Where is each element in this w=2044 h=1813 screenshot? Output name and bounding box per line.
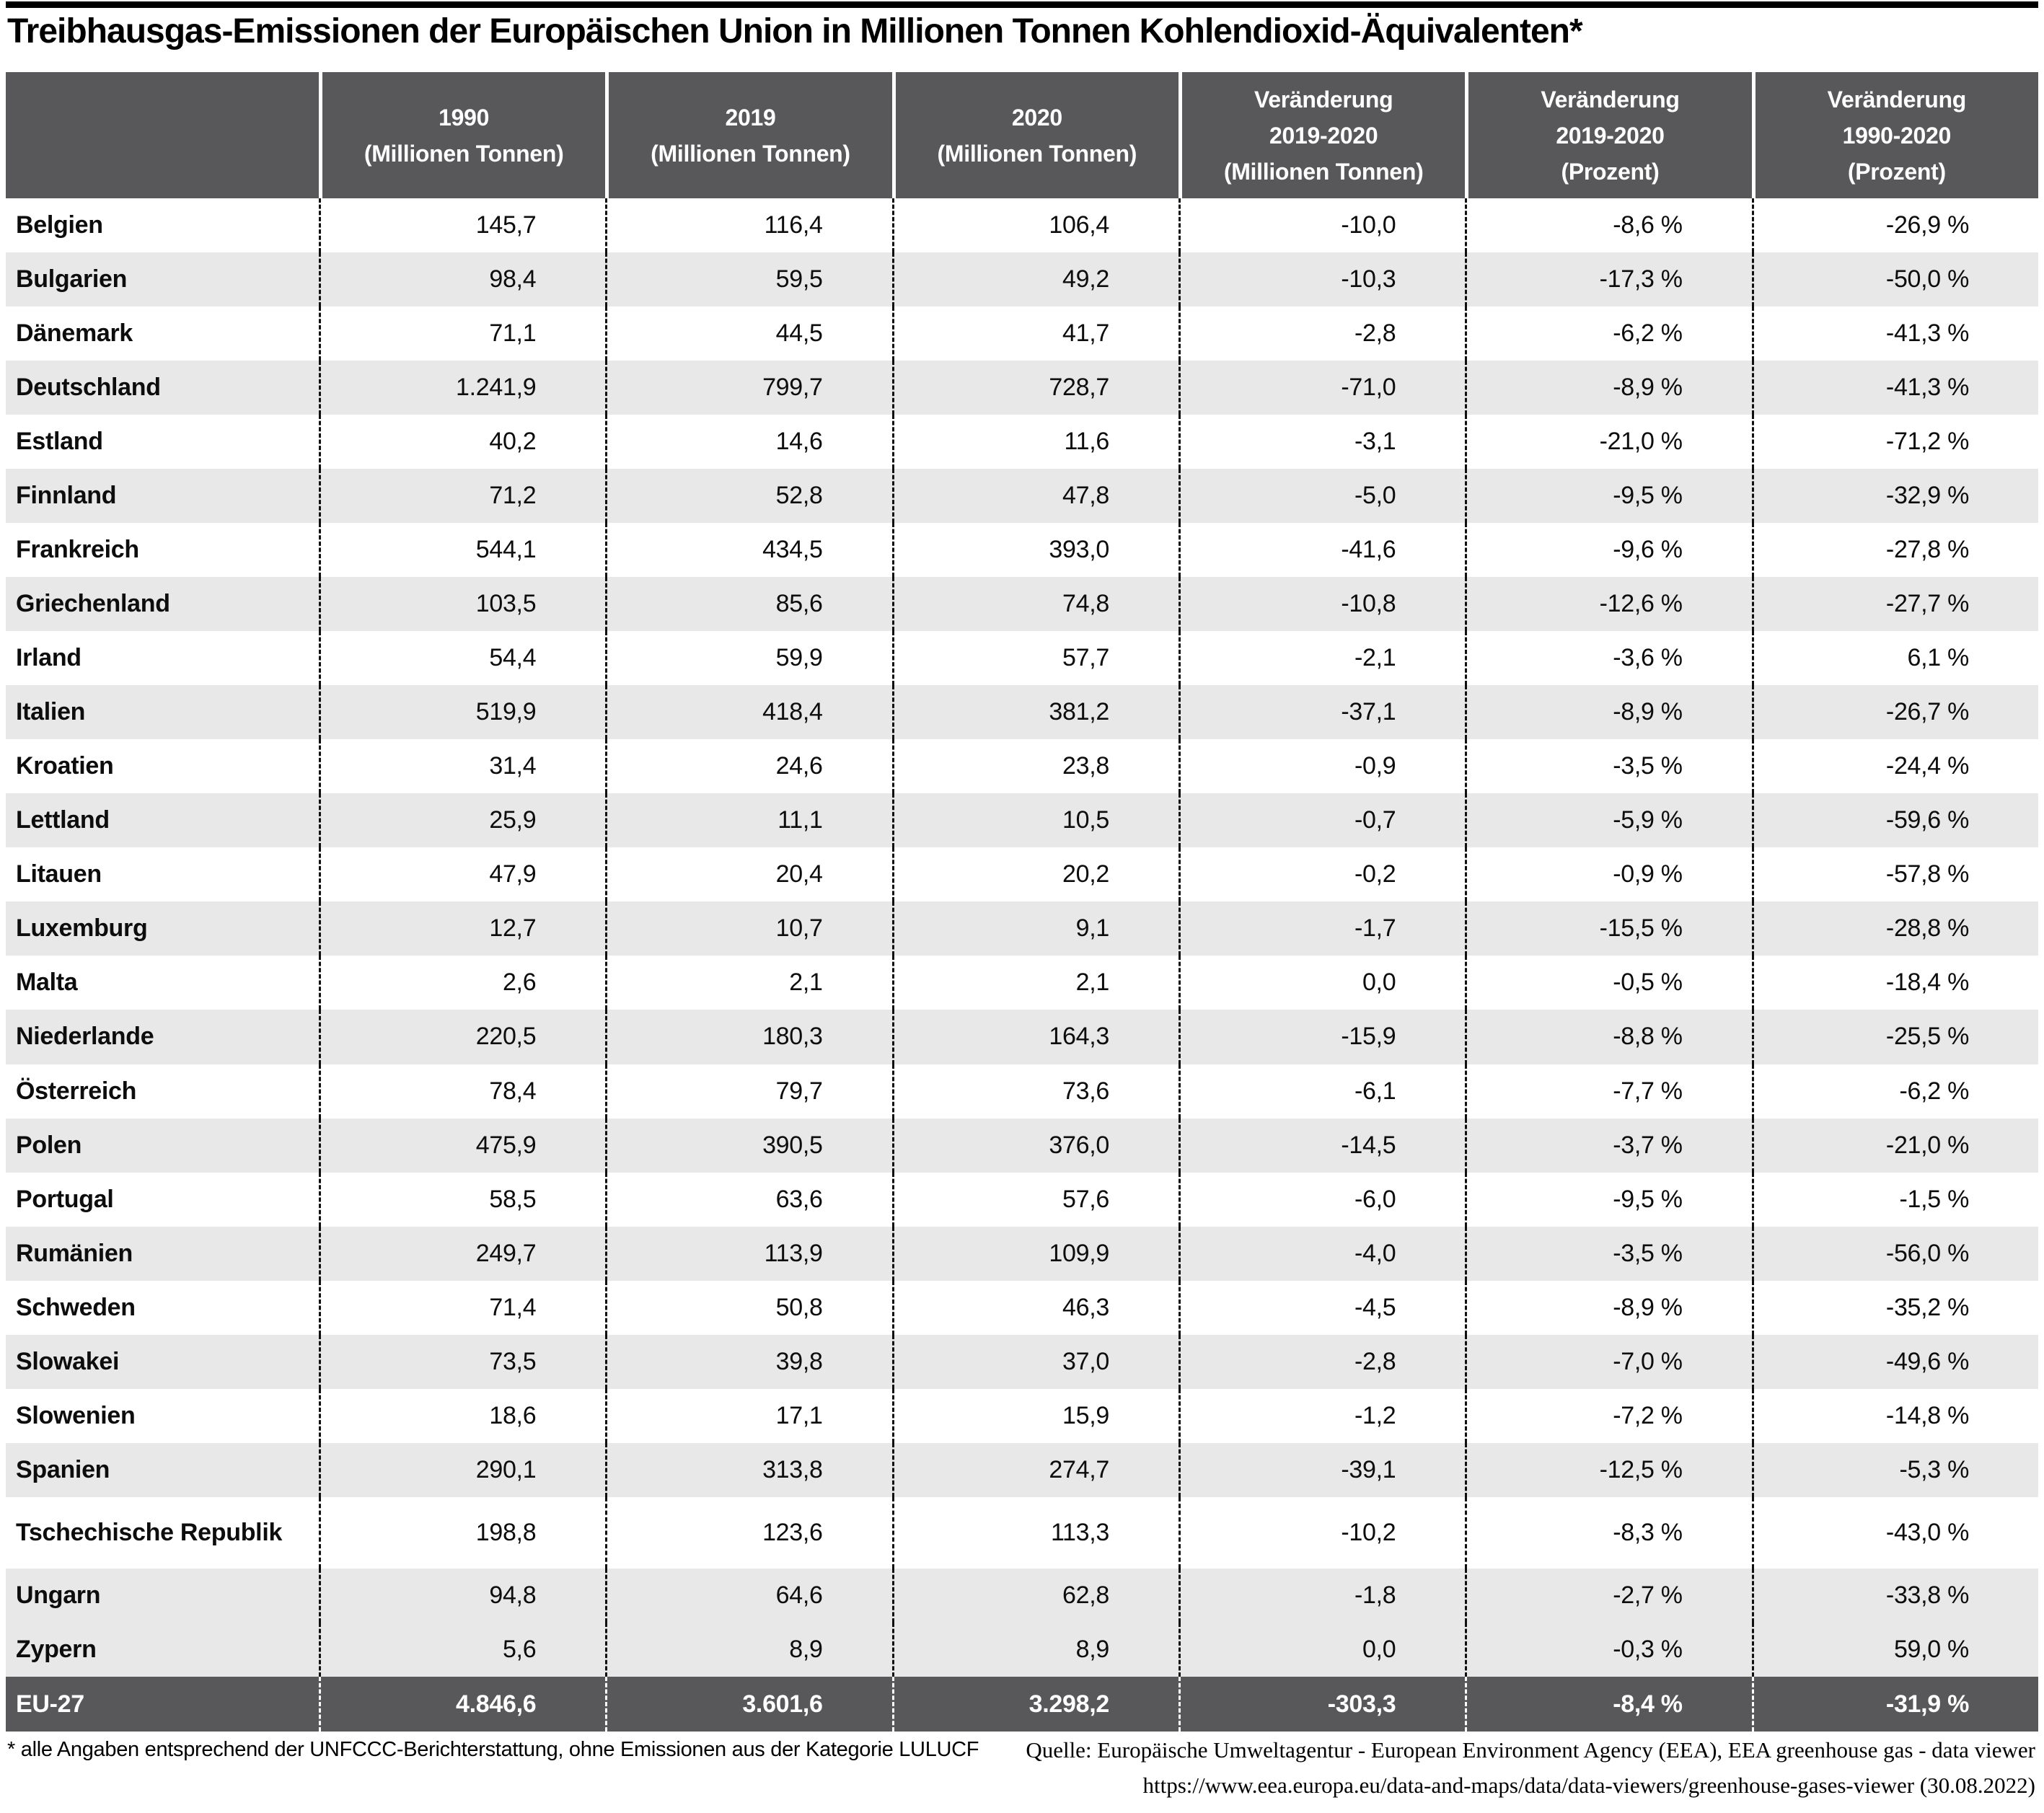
value-cell: 59,0 % — [1752, 1623, 2038, 1677]
country-cell: Irland — [16, 644, 82, 672]
value-cell: 418,4 — [605, 685, 891, 739]
value-cell: 20,2 — [892, 847, 1179, 901]
country-cell: Deutschland — [16, 374, 161, 402]
value-cell: 519,9 — [319, 685, 605, 739]
value-cell: 8,9 — [605, 1623, 891, 1677]
value-cell: -3,1 — [1179, 415, 1465, 469]
header-cell — [892, 72, 1179, 198]
table-row — [6, 901, 2038, 956]
total-value-cell: 3.601,6 — [605, 1677, 891, 1732]
value-cell: 59,5 — [605, 252, 891, 306]
header-line: Veränderung — [1541, 86, 1680, 113]
value-cell: 274,7 — [892, 1443, 1179, 1497]
table-row — [6, 198, 2038, 252]
value-cell: -21,0 % — [1465, 415, 1751, 469]
total-value-cell: 4.846,6 — [319, 1677, 605, 1732]
value-cell: 113,9 — [605, 1227, 891, 1281]
value-cell: -2,8 — [1179, 306, 1465, 361]
value-cell: -8,9 % — [1465, 1281, 1751, 1335]
value-cell: -8,3 % — [1465, 1497, 1751, 1569]
country-cell: Belgien — [16, 211, 103, 239]
value-cell: -3,5 % — [1465, 739, 1751, 793]
value-cell: 39,8 — [605, 1335, 891, 1389]
value-cell: 58,5 — [319, 1173, 605, 1227]
country-cell: Litauen — [16, 860, 102, 888]
value-cell: 24,6 — [605, 739, 891, 793]
country-cell: Tschechische Republik — [16, 1518, 283, 1546]
value-cell: 63,6 — [605, 1173, 891, 1227]
value-cell: 44,5 — [605, 306, 891, 361]
header-line: (Prozent) — [1847, 158, 1946, 185]
table-header-row — [6, 72, 2038, 198]
table-row — [6, 1335, 2038, 1389]
value-cell: 98,4 — [319, 252, 605, 306]
country-cell: Rumänien — [16, 1239, 133, 1267]
value-cell: 2,1 — [605, 956, 891, 1010]
value-cell: 62,8 — [892, 1569, 1179, 1623]
top-rule — [6, 1, 2038, 8]
value-cell: 71,4 — [319, 1281, 605, 1335]
value-cell: 11,6 — [892, 415, 1179, 469]
header-cell — [6, 72, 319, 198]
value-cell: -27,7 % — [1752, 577, 2038, 631]
value-cell: 47,9 — [319, 847, 605, 901]
value-cell: 11,1 — [605, 793, 891, 847]
value-cell: 47,8 — [892, 469, 1179, 523]
header-line: (Prozent) — [1561, 158, 1660, 185]
value-cell: -0,9 % — [1465, 847, 1751, 901]
value-cell: 9,1 — [892, 901, 1179, 956]
value-cell: 57,7 — [892, 631, 1179, 685]
total-label-cell: EU-27 — [16, 1690, 84, 1718]
value-cell: 116,4 — [605, 198, 891, 252]
value-cell: -0,7 — [1179, 793, 1465, 847]
value-cell: 73,5 — [319, 1335, 605, 1389]
table-row — [6, 956, 2038, 1010]
value-cell: -6,1 — [1179, 1064, 1465, 1119]
value-cell: 393,0 — [892, 523, 1179, 577]
table-row — [6, 1569, 2038, 1623]
country-cell: Niederlande — [16, 1023, 154, 1051]
value-cell: -0,2 — [1179, 847, 1465, 901]
value-cell: 18,6 — [319, 1389, 605, 1443]
footnote: * alle Angaben entsprechend der UNFCCC-Berichterstattung, ohne Emissionen aus der Kategorie LULUCF — [7, 1738, 979, 1761]
total-value-cell: -8,4 % — [1465, 1677, 1751, 1732]
value-cell: -7,0 % — [1465, 1335, 1751, 1389]
table-total-row — [6, 1677, 2038, 1732]
value-cell: -9,5 % — [1465, 1173, 1751, 1227]
value-cell: -71,0 — [1179, 361, 1465, 415]
header-cell — [1179, 72, 1465, 198]
value-cell: 103,5 — [319, 577, 605, 631]
value-cell: 52,8 — [605, 469, 891, 523]
total-value-cell: -31,9 % — [1752, 1677, 2038, 1732]
header-line: 2019 — [725, 104, 776, 131]
value-cell: -49,6 % — [1752, 1335, 2038, 1389]
table-row — [6, 1443, 2038, 1497]
value-cell: -3,6 % — [1465, 631, 1751, 685]
value-cell: -8,9 % — [1465, 361, 1751, 415]
value-cell: 25,9 — [319, 793, 605, 847]
country-cell: Kroatien — [16, 752, 114, 780]
value-cell: -7,2 % — [1465, 1389, 1751, 1443]
value-cell: 71,2 — [319, 469, 605, 523]
table-row — [6, 415, 2038, 469]
value-cell: -8,8 % — [1465, 1010, 1751, 1064]
value-cell: -9,6 % — [1465, 523, 1751, 577]
total-value-cell: -303,3 — [1179, 1677, 1465, 1732]
value-cell: 220,5 — [319, 1010, 605, 1064]
value-cell: 0,0 — [1179, 1623, 1465, 1677]
value-cell: -10,3 — [1179, 252, 1465, 306]
table-row — [6, 469, 2038, 523]
country-cell: Italien — [16, 698, 86, 726]
value-cell: -24,4 % — [1752, 739, 2038, 793]
table-row — [6, 685, 2038, 739]
value-cell: -71,2 % — [1752, 415, 2038, 469]
value-cell: -4,5 — [1179, 1281, 1465, 1335]
value-cell: -32,9 % — [1752, 469, 2038, 523]
value-cell: 12,7 — [319, 901, 605, 956]
value-cell: -1,8 — [1179, 1569, 1465, 1623]
value-cell: 78,4 — [319, 1064, 605, 1119]
value-cell: -37,1 — [1179, 685, 1465, 739]
country-cell: Estland — [16, 428, 103, 456]
country-cell: Finnland — [16, 482, 117, 510]
value-cell: 434,5 — [605, 523, 891, 577]
country-cell: Malta — [16, 969, 78, 997]
value-cell: -43,0 % — [1752, 1497, 2038, 1569]
country-cell: Griechenland — [16, 590, 170, 618]
value-cell: 10,7 — [605, 901, 891, 956]
value-cell: 40,2 — [319, 415, 605, 469]
value-cell: -1,7 — [1179, 901, 1465, 956]
header-cell — [1752, 72, 2038, 198]
country-cell: Portugal — [16, 1185, 114, 1213]
value-cell: 20,4 — [605, 847, 891, 901]
header-line: Veränderung — [1827, 86, 1966, 113]
value-cell: -21,0 % — [1752, 1119, 2038, 1173]
value-cell: 5,6 — [319, 1623, 605, 1677]
value-cell: -26,7 % — [1752, 685, 2038, 739]
value-cell: 123,6 — [605, 1497, 891, 1569]
value-cell: -9,5 % — [1465, 469, 1751, 523]
value-cell: -15,5 % — [1465, 901, 1751, 956]
value-cell: 37,0 — [892, 1335, 1179, 1389]
value-cell: -5,0 — [1179, 469, 1465, 523]
value-cell: -5,3 % — [1752, 1443, 2038, 1497]
value-cell: 73,6 — [892, 1064, 1179, 1119]
value-cell: 113,3 — [892, 1497, 1179, 1569]
table-row — [6, 1064, 2038, 1119]
value-cell: -1,2 — [1179, 1389, 1465, 1443]
value-cell: 50,8 — [605, 1281, 891, 1335]
value-cell: -8,9 % — [1465, 685, 1751, 739]
value-cell: 31,4 — [319, 739, 605, 793]
value-cell: 79,7 — [605, 1064, 891, 1119]
country-cell: Luxemburg — [16, 914, 148, 943]
country-cell: Slowakei — [16, 1347, 120, 1375]
table-row — [6, 1227, 2038, 1281]
value-cell: 85,6 — [605, 577, 891, 631]
value-cell: -12,6 % — [1465, 577, 1751, 631]
value-cell: -2,7 % — [1465, 1569, 1751, 1623]
table-row — [6, 1281, 2038, 1335]
value-cell: -18,4 % — [1752, 956, 2038, 1010]
value-cell: -41,3 % — [1752, 306, 2038, 361]
value-cell: -17,3 % — [1465, 252, 1751, 306]
value-cell: 390,5 — [605, 1119, 891, 1173]
value-cell: -4,0 — [1179, 1227, 1465, 1281]
source-line-2: https://www.eea.europa.eu/data-and-maps/data/data-viewers/greenhouse-gases-viewer (30.08.2022) — [1142, 1773, 2035, 1798]
value-cell: 198,8 — [319, 1497, 605, 1569]
value-cell: -10,2 — [1179, 1497, 1465, 1569]
country-cell: Polen — [16, 1131, 82, 1159]
value-cell: -10,0 — [1179, 198, 1465, 252]
value-cell: 46,3 — [892, 1281, 1179, 1335]
value-cell: -33,8 % — [1752, 1569, 2038, 1623]
value-cell: 544,1 — [319, 523, 605, 577]
value-cell: 15,9 — [892, 1389, 1179, 1443]
value-cell: 17,1 — [605, 1389, 891, 1443]
country-cell: Lettland — [16, 806, 110, 834]
table-row — [6, 361, 2038, 415]
country-cell: Schweden — [16, 1293, 136, 1321]
table-row — [6, 847, 2038, 901]
table-row — [6, 793, 2038, 847]
header-line: (Millionen Tonnen) — [651, 140, 850, 167]
header-cell — [1465, 72, 1751, 198]
value-cell: 54,4 — [319, 631, 605, 685]
page-title: Treibhausgas-Emissionen der Europäischen Union in Millionen Tonnen Kohlendioxid-Äquivalenten* — [7, 12, 1582, 50]
header-line: (Millionen Tonnen) — [937, 140, 1137, 167]
value-cell: -59,6 % — [1752, 793, 2038, 847]
value-cell: 0,0 — [1179, 956, 1465, 1010]
header-line: 2019-2020 — [1269, 122, 1378, 149]
country-cell: Frankreich — [16, 536, 139, 564]
value-cell: 475,9 — [319, 1119, 605, 1173]
value-cell: 799,7 — [605, 361, 891, 415]
table-row — [6, 1623, 2038, 1677]
table-row — [6, 523, 2038, 577]
value-cell: 14,6 — [605, 415, 891, 469]
value-cell: 23,8 — [892, 739, 1179, 793]
value-cell: -26,9 % — [1752, 198, 2038, 252]
value-cell: 145,7 — [319, 198, 605, 252]
table-row — [6, 577, 2038, 631]
value-cell: 180,3 — [605, 1010, 891, 1064]
header-line: 1990-2020 — [1842, 122, 1951, 149]
value-cell: 313,8 — [605, 1443, 891, 1497]
value-cell: -28,8 % — [1752, 901, 2038, 956]
value-cell: -0,9 — [1179, 739, 1465, 793]
value-cell: -3,5 % — [1465, 1227, 1751, 1281]
value-cell: -2,8 — [1179, 1335, 1465, 1389]
value-cell: -14,5 — [1179, 1119, 1465, 1173]
source-block — [1026, 1732, 2035, 1803]
country-cell: Österreich — [16, 1077, 137, 1105]
value-cell: 290,1 — [319, 1443, 605, 1497]
country-cell: Slowenien — [16, 1401, 136, 1429]
value-cell: -8,6 % — [1465, 198, 1751, 252]
country-cell: Spanien — [16, 1455, 110, 1483]
value-cell: 8,9 — [892, 1623, 1179, 1677]
value-cell: -5,9 % — [1465, 793, 1751, 847]
value-cell: 10,5 — [892, 793, 1179, 847]
value-cell: -56,0 % — [1752, 1227, 2038, 1281]
value-cell: 376,0 — [892, 1119, 1179, 1173]
value-cell: -50,0 % — [1752, 252, 2038, 306]
value-cell: -2,1 — [1179, 631, 1465, 685]
value-cell: -10,8 — [1179, 577, 1465, 631]
value-cell: 6,1 % — [1752, 631, 2038, 685]
header-line: 2019-2020 — [1556, 122, 1665, 149]
value-cell: 49,2 — [892, 252, 1179, 306]
table-row — [6, 739, 2038, 793]
value-cell: -35,2 % — [1752, 1281, 2038, 1335]
table-row — [6, 631, 2038, 685]
value-cell: -14,8 % — [1752, 1389, 2038, 1443]
value-cell: -27,8 % — [1752, 523, 2038, 577]
value-cell: -39,1 — [1179, 1443, 1465, 1497]
value-cell: 64,6 — [605, 1569, 891, 1623]
table-row — [6, 252, 2038, 306]
value-cell: -41,6 — [1179, 523, 1465, 577]
table-row — [6, 1173, 2038, 1227]
country-cell: Bulgarien — [16, 265, 128, 294]
value-cell: 2,6 — [319, 956, 605, 1010]
value-cell: -0,3 % — [1465, 1623, 1751, 1677]
value-cell: -7,7 % — [1465, 1064, 1751, 1119]
value-cell: -3,7 % — [1465, 1119, 1751, 1173]
value-cell: -1,5 % — [1752, 1173, 2038, 1227]
value-cell: 1.241,9 — [319, 361, 605, 415]
header-cell — [319, 72, 605, 198]
header-line: Veränderung — [1254, 86, 1393, 113]
country-cell: Dänemark — [16, 319, 133, 348]
total-value-cell: 3.298,2 — [892, 1677, 1179, 1732]
value-cell: -0,5 % — [1465, 956, 1751, 1010]
value-cell: 2,1 — [892, 956, 1179, 1010]
header-line: (Millionen Tonnen) — [1223, 158, 1424, 185]
value-cell: 728,7 — [892, 361, 1179, 415]
value-cell: 74,8 — [892, 577, 1179, 631]
value-cell: -25,5 % — [1752, 1010, 2038, 1064]
value-cell: -6,2 % — [1465, 306, 1751, 361]
value-cell: 381,2 — [892, 685, 1179, 739]
table-body — [6, 198, 2038, 1677]
table-row — [6, 1119, 2038, 1173]
value-cell: 59,9 — [605, 631, 891, 685]
table-row — [6, 1497, 2038, 1569]
value-cell: 249,7 — [319, 1227, 605, 1281]
value-cell: -57,8 % — [1752, 847, 2038, 901]
header-line: (Millionen Tonnen) — [364, 140, 564, 167]
table-row — [6, 1010, 2038, 1064]
value-cell: 164,3 — [892, 1010, 1179, 1064]
table-row — [6, 306, 2038, 361]
value-cell: -6,0 — [1179, 1173, 1465, 1227]
header-line: 2020 — [1011, 104, 1062, 131]
header-cell — [605, 72, 891, 198]
source-line-1: Quelle: Europäische Umweltagentur - European Environment Agency (EEA), EEA greenhouse gas - data viewer — [1026, 1737, 2035, 1763]
country-cell: Zypern — [16, 1635, 97, 1663]
value-cell: 106,4 — [892, 198, 1179, 252]
value-cell: 94,8 — [319, 1569, 605, 1623]
country-cell: Ungarn — [16, 1581, 101, 1609]
value-cell: 57,6 — [892, 1173, 1179, 1227]
emissions-table — [6, 72, 2038, 1732]
value-cell: -41,3 % — [1752, 361, 2038, 415]
table-row — [6, 1389, 2038, 1443]
value-cell: 109,9 — [892, 1227, 1179, 1281]
value-cell: -12,5 % — [1465, 1443, 1751, 1497]
value-cell: -6,2 % — [1752, 1064, 2038, 1119]
value-cell: -15,9 — [1179, 1010, 1465, 1064]
value-cell: 71,1 — [319, 306, 605, 361]
header-line: 1990 — [439, 104, 490, 131]
value-cell: 41,7 — [892, 306, 1179, 361]
